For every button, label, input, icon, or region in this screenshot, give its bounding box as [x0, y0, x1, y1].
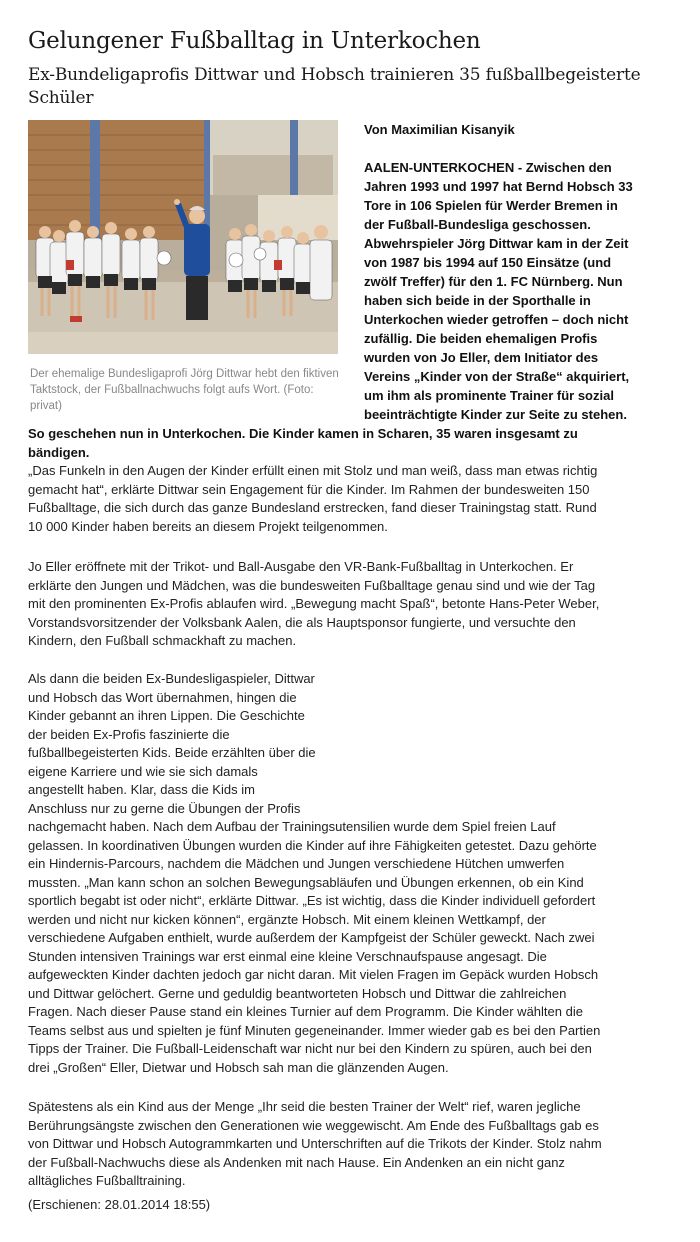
- body-line: Spätestens als ein Kind aus der Menge „Ihr seid die besten Trainer der Welt“ rief, waren jegliche: [28, 1099, 581, 1114]
- subheadline: Ex-Bundeligaprofis Dittwar und Hobsch trainieren 35 fußballbegeisterte Schüler: [28, 65, 641, 108]
- body-paragraph-4: [28, 1098, 678, 1191]
- lead-line: Tore in 106 Spielen für Werder Bremen in: [364, 198, 618, 213]
- lead-line: bändigen.: [28, 445, 90, 460]
- body-line: Kinder gebannt an ihren Lippen. Die Geschichte: [28, 708, 305, 723]
- body-line: der beiden Ex-Profis faszinierte die: [28, 726, 230, 742]
- body-line: Jo Eller eröffnete mit der Trikot- und Ball-Ausgabe den VR-Bank-Fußballtag in Unterkochen. Er: [28, 559, 574, 574]
- body-line: und Hobsch das Wort übernahmen, hingen die: [28, 689, 297, 705]
- body-line: Anschluss nur zu gerne die Übungen der Profis: [28, 800, 301, 816]
- body-line: nachgemacht haben. Nach dem Aufbau der Trainingsutensilien wurde dem Spiel freien Lauf: [28, 819, 556, 834]
- body-line: fußballbegeisterten Kids. Beide erzählten über die: [28, 745, 316, 760]
- body-line: eigene Karriere und wie sie sich damals: [28, 763, 258, 779]
- body-line: Als dann die beiden Ex-Bundesligaspieler, Dittwar: [28, 671, 315, 686]
- body-line: Berührungsängste zwischen den Generationen wie weggewischt. Am Ende des Fußballtags gab es: [28, 1117, 599, 1133]
- body-line: verschiedene Aufgaben enthielt, wurde außerdem der Kampfgeist der Schüler geweckt. Nach zwei: [28, 930, 595, 945]
- body-paragraph-3-start: [28, 670, 358, 818]
- body-line: Stunden intensiven Trainings war erst einmal eine kleine Verschnaufspause angesagt. Die: [28, 948, 547, 964]
- lead-line: wurden von Jo Eller, dem Initiator des: [364, 350, 599, 365]
- body-paragraph-3-continued: [28, 818, 678, 1077]
- headline: Gelungener Fußballtag in Unterkochen: [28, 28, 481, 54]
- body-line: gelassen. In koordinativen Übungen wurden die Kinder auf ihre Fähigkeiten getestet. Dazu gehörte: [28, 837, 597, 853]
- body-line: mit den prominenten Ex-Profis ablaufen wird. „Bewegung macht Spaß“, betonte Hans-Peter Weber,: [28, 596, 600, 611]
- body-line: und Dittwar gelöchert. Gerne und geduldig beantworteten Hobsch und Dittwar die zahlreichen: [28, 985, 567, 1001]
- body-line: gemacht hat“, erklärte Dittwar sein Engagement für die Kinder. Im Rahmen der bundesweiten 150: [28, 481, 590, 497]
- body-line: Teams selbst aus und spielten je fünf Minuten gegeneinander. Immer wieder gab es bei den Partien: [28, 1022, 601, 1038]
- body-line: alltägliches Fußballtraining.: [28, 1173, 186, 1188]
- lead-line: Unterkochen wieder getroffen – doch nicht: [364, 312, 629, 327]
- body-line: drei „Großen“ Eller, Dietwar und Hobsch sah man die glänzenden Augen.: [28, 1059, 449, 1075]
- lead-line: Jahren 1993 und 1997 hat Bernd Hobsch 33: [364, 179, 633, 194]
- body-line: angestellt haben. Klar, dass die Kids im: [28, 782, 255, 797]
- body-line: von Dittwar und Hobsch Autogrammkarten und Unterschriften auf die Trikots der Kinder. Stolz nahm: [28, 1136, 602, 1151]
- body-line: Fußballtage, die sich durch das ganze Bundesland erstrecken, fand dieser Trainingstag statt. Rund: [28, 500, 597, 515]
- lead-line: zufällig. Die beiden ehemaligen Profis: [364, 331, 598, 346]
- body-line: werden und nicht nur kicken können“, ergänzte Hobsch. Mit einem kleinen Wettkampf, der: [28, 911, 546, 927]
- article-photo: [28, 120, 338, 354]
- lead-line: Vereins „Kinder von der Straße“ akquiriert,: [364, 369, 630, 384]
- body-line: Kindern, den Fußball schmackhaft zu machen.: [28, 633, 297, 648]
- byline: Von Maximilian Kisanyik: [364, 122, 515, 137]
- lead-line: AALEN-UNTERKOCHEN - Zwischen den: [364, 160, 612, 175]
- photo-caption: Der ehemalige Bundesligaprofi Jörg Dittwar hebt den fiktiven Taktstock, der Fußballnachwuchs folgt aufs Wort. (Foto: privat): [30, 368, 339, 412]
- lead-line: zwölf Treffer) für den 1. FC Nürnberg. Nun: [364, 274, 623, 289]
- lead-line: So geschehen nun in Unterkochen. Die Kinder kamen in Scharen, 35 waren insgesamt zu: [28, 426, 578, 441]
- body-line: erklärte den Jungen und Mädchen, was die bundesweiten Fußballtage genau sind und wie der Tag: [28, 577, 596, 593]
- lead-paragraph: [364, 158, 673, 424]
- body-paragraph-2: [28, 558, 678, 651]
- lead-paragraph-continued: [28, 424, 673, 462]
- body-line: sportlich begabt ist oder nicht“, erklärte Dittwar. „Es ist wichtig, dass die Kinder individuell gefordert: [28, 893, 596, 908]
- body-line: Vorstandsvorsitzender der Volksbank Aalen, die als Hauptsponsor fungierte, und versuchte den: [28, 614, 576, 630]
- body-line: ein Hindernis-Parcours, nachdem die Mädchen und Jungen verschiedene Hütchen umwerfen: [28, 856, 565, 871]
- lead-line: Abwehrspieler Jörg Dittwar kam in der Zeit: [364, 236, 629, 251]
- lead-line: um ihm als prominente Trainer für sozial: [364, 388, 614, 403]
- body-line: Tipps der Trainer. Die Fußball-Leidenschaft war nicht nur bei den Kindern zu spüren, auch bei den: [28, 1041, 592, 1056]
- body-line: der Fußball-Nachwuchs diese als Andenken mit nach Hause. Ein Andenken an ein nicht ganz: [28, 1154, 565, 1170]
- published-date: (Erschienen: 28.01.2014 18:55): [28, 1197, 211, 1212]
- body-line: aufgeweckten Kinder dachten jedoch gar nicht daran. Mit vielen Fragen im Gepäck wurden Hobsch: [28, 967, 599, 982]
- body-line: „Das Funkeln in den Augen der Kinder erfüllt einen mit Stolz und man weiß, dass man etwas richtig: [28, 463, 598, 478]
- body-line: 10 000 Kinder haben bereits an diesem Projekt teilgenommen.: [28, 518, 388, 534]
- lead-line: der Fußball-Bundesliga geschossen.: [364, 217, 591, 232]
- lead-line: haben sich beide in der Sporthalle in: [364, 293, 591, 308]
- body-line: mussten. „Man kann schon an solchen Bewegungsabläufen und Übungen erkennen, ob ein Kind: [28, 874, 584, 890]
- lead-line: beeinträchtigte Kinder zur Seite zu stehen.: [364, 407, 627, 422]
- body-paragraph-1: [28, 462, 678, 536]
- body-line: Fragen. Nach dieser Pause stand ein kleines Turnier auf dem Programm. Die Kinder wählten die: [28, 1004, 583, 1019]
- lead-line: von 1987 bis 1994 auf 150 Einsätze (und: [364, 255, 612, 270]
